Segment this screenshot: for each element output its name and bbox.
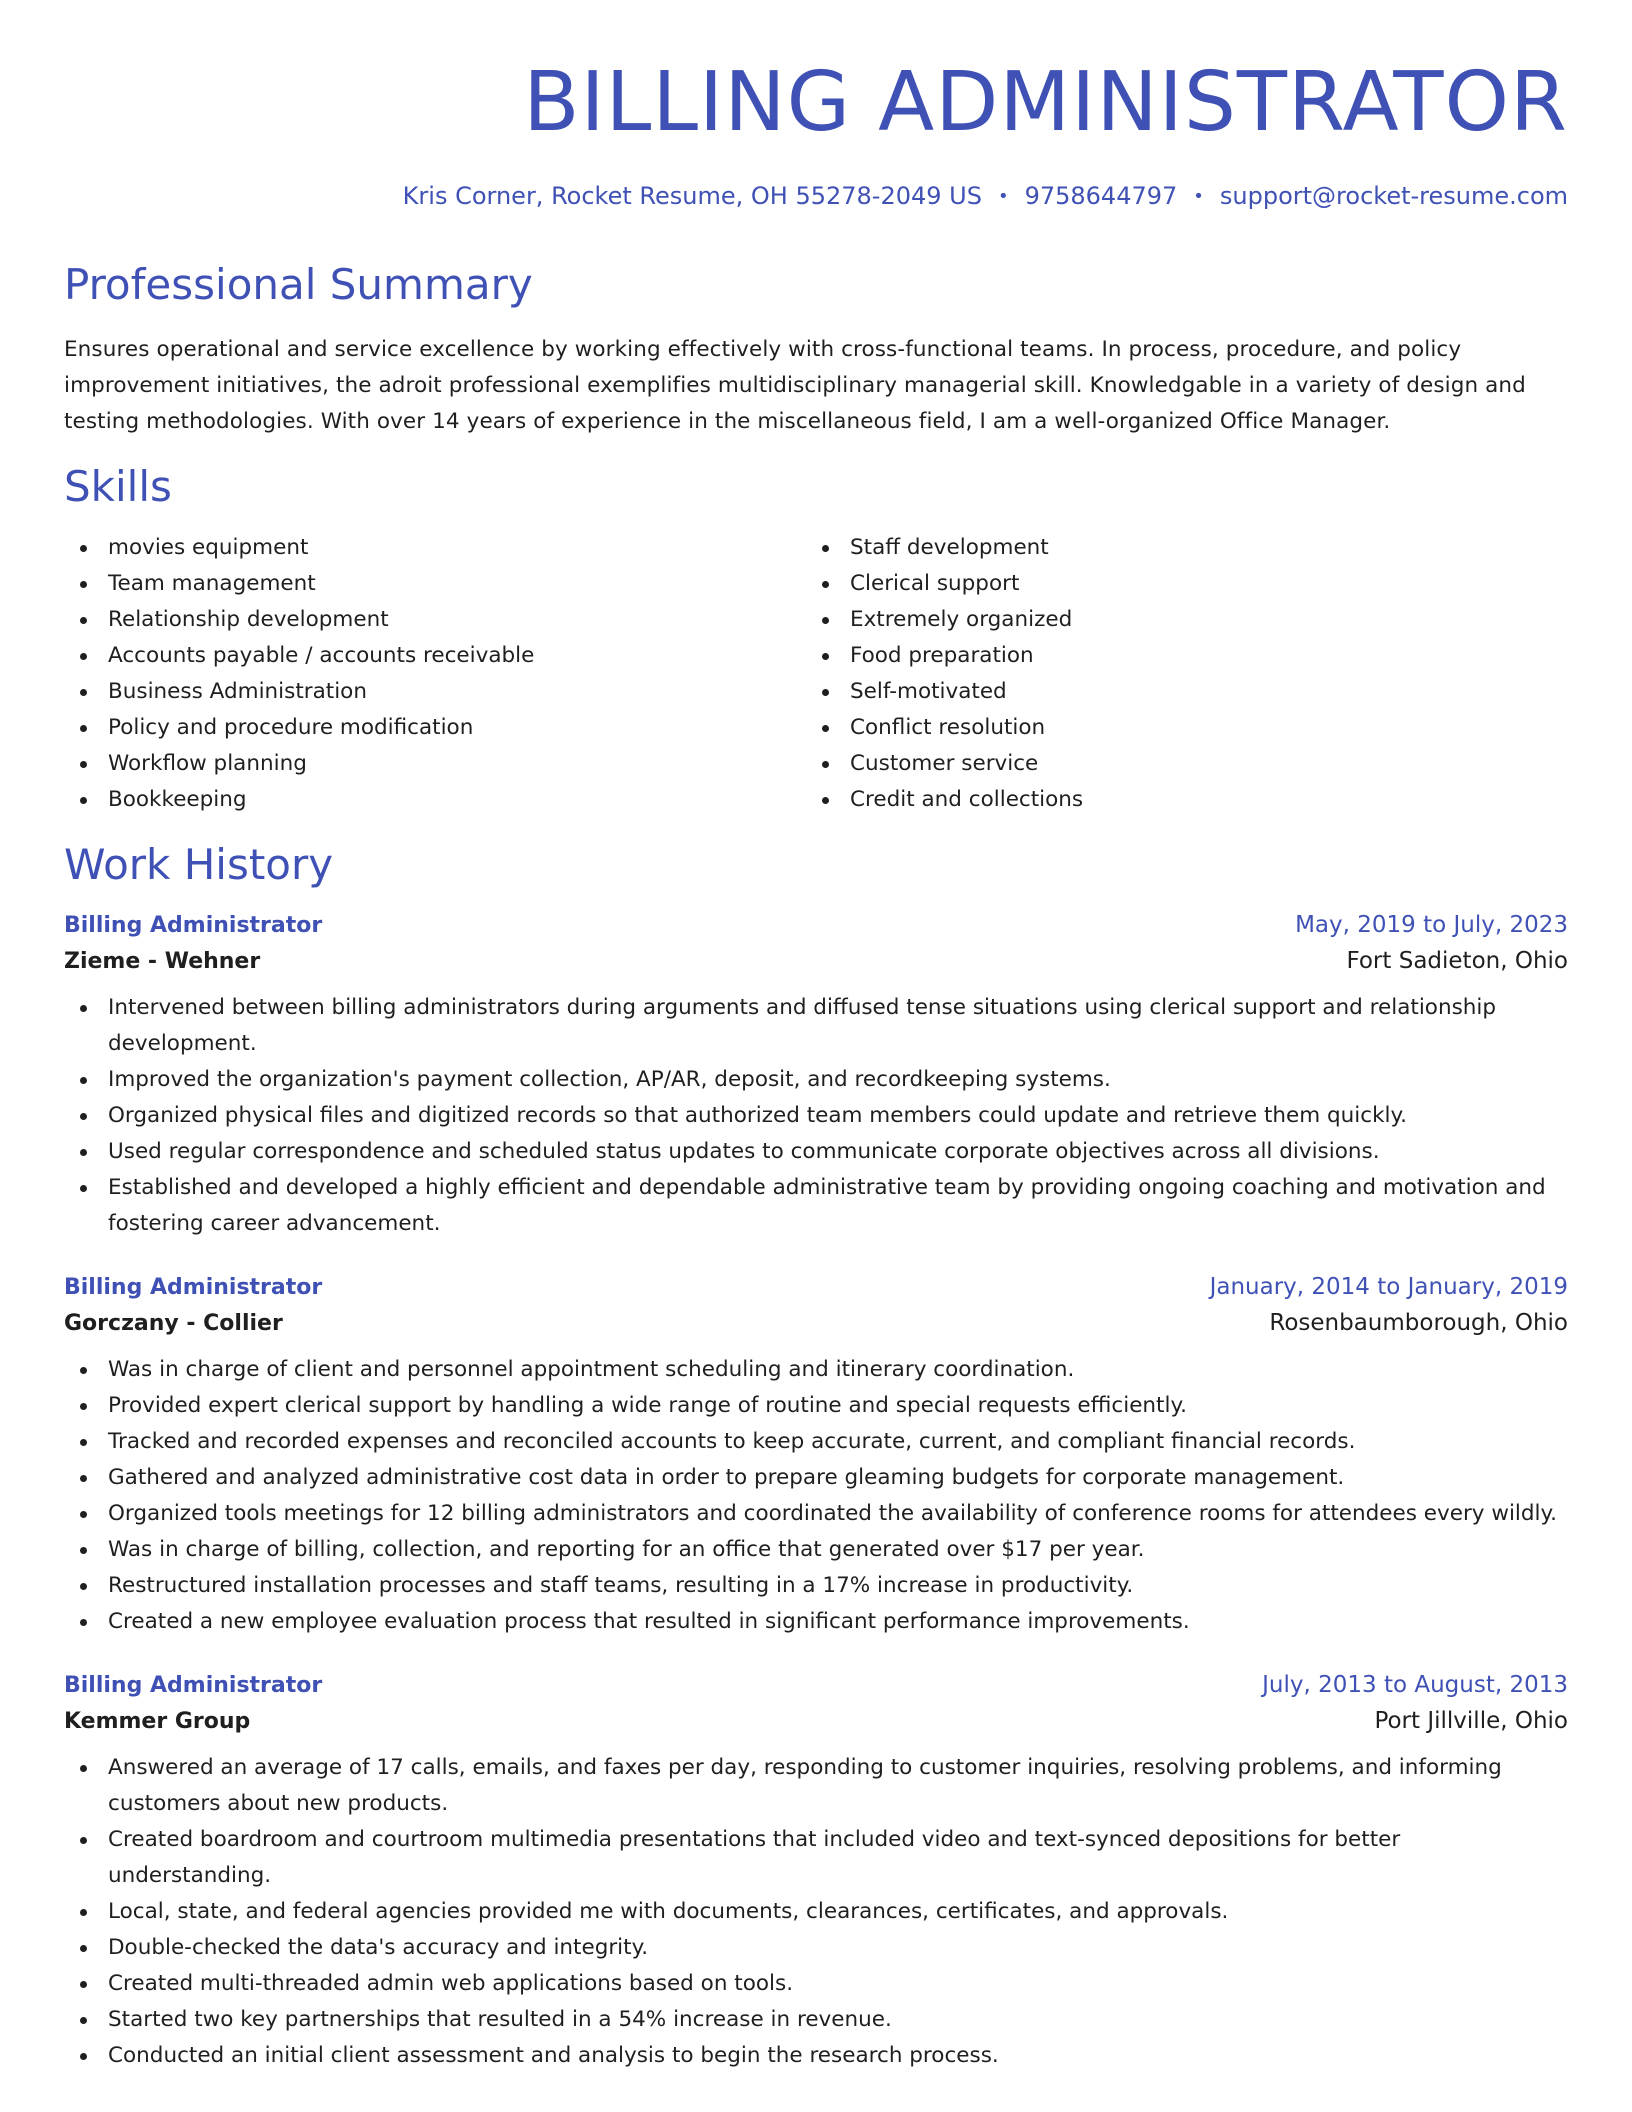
job-entry [64,912,1568,1242]
job-dates: May, 2019 to July, 2023 [1295,912,1568,938]
work-history-heading: Work History [64,840,334,889]
job-dates: January, 2014 to January, 2019 [1209,1274,1568,1300]
job-bullets [64,990,1568,1242]
summary-heading: Professional Summary [64,260,533,309]
skill-item: Customer service [806,746,1568,782]
job-bullet: Created multi-threaded admin web applications based on tools. [64,1966,1568,2002]
contact-separator: • [1193,186,1204,207]
job-bullet: Was in charge of billing, collection, and reporting for an office that generated over $17 per year. [64,1532,1568,1568]
skill-item: movies equipment [64,530,806,566]
contact-phone[interactable]: 9758644797 [1024,182,1178,210]
job-bullet: Improved the organization's payment collection, AP/AR, deposit, and recordkeeping systems. [64,1062,1568,1098]
job-bullet: Was in charge of client and personnel appointment scheduling and itinerary coordination. [64,1352,1568,1388]
job-bullet: Used regular correspondence and scheduled status updates to communicate corporate objectives across all divisions. [64,1134,1568,1170]
skill-item: Self-motivated [806,674,1568,710]
skills-heading: Skills [64,462,172,511]
job-bullet: Started two key partnerships that resulted in a 54% increase in revenue. [64,2002,1568,2038]
job-location: Fort Sadieton, Ohio [1346,948,1568,974]
job-bullets [64,1750,1568,2074]
skill-item: Team management [64,566,806,602]
skills-grid [64,530,1568,818]
skill-item: Extremely organized [806,602,1568,638]
skill-item: Credit and collections [806,782,1568,818]
job-title: Billing Administrator [64,1673,323,1698]
job-bullet: Created a new employee evaluation process that resulted in significant performance improvements. [64,1604,1568,1640]
skill-item: Business Administration [64,674,806,710]
job-bullets [64,1352,1568,1640]
skill-item: Bookkeeping [64,782,806,818]
contact-address: Kris Corner, Rocket Resume, OH 55278-2049 US [402,182,982,210]
skill-item: Policy and procedure modification [64,710,806,746]
job-company: Gorczany - Collier [64,1311,283,1336]
job-bullet: Gathered and analyzed administrative cost data in order to prepare gleaming budgets for corporate management. [64,1460,1568,1496]
job-bullet: Organized tools meetings for 12 billing administrators and coordinated the availability of conference rooms for attendees every wildly. [64,1496,1568,1532]
skill-item: Staff development [806,530,1568,566]
skill-item: Workflow planning [64,746,806,782]
summary-text: Ensures operational and service excellence by working effectively with cross-functional teams. In process, procedure, and policy improvement initiatives, the adroit professional exemplifies multidisciplinary managerial skill. Knowledgable in a variety of design and testing methodologies. With over 14 years of experience in the miscellaneous field, I am a well-organized Office Manager. [64,337,1526,434]
job-bullet: Double-checked the data's accuracy and integrity. [64,1930,1568,1966]
job-bullet: Conducted an initial client assessment and analysis to begin the research process. [64,2038,1568,2074]
job-bullet: Restructured installation processes and staff teams, resulting in a 17% increase in productivity. [64,1568,1568,1604]
contact-line [64,182,1568,210]
job-bullet: Established and developed a highly efficient and dependable administrative team by providing ongoing coaching and motivation and fostering career advancement. [64,1170,1568,1242]
resume-name-heading: BILLING ADMINISTRATOR [523,55,1568,150]
skill-item: Relationship development [64,602,806,638]
resume-page [64,0,1568,2074]
skills-list-left [64,530,806,818]
skill-item: Accounts payable / accounts receivable [64,638,806,674]
job-company: Zieme - Wehner [64,949,261,974]
job-location: Rosenbaumborough, Ohio [1269,1310,1568,1336]
skills-list-right [806,530,1568,818]
job-bullet: Tracked and recorded expenses and reconciled accounts to keep accurate, current, and compliant financial records. [64,1424,1568,1460]
job-company: Kemmer Group [64,1709,251,1734]
job-entry [64,1274,1568,1640]
skill-item: Conflict resolution [806,710,1568,746]
job-location: Port Jillville, Ohio [1374,1708,1568,1734]
job-bullet: Provided expert clerical support by handling a wide range of routine and special requests efficiently. [64,1388,1568,1424]
skill-item: Food preparation [806,638,1568,674]
job-title: Billing Administrator [64,1275,323,1300]
contact-email[interactable]: support@rocket-resume.com [1219,182,1568,210]
job-bullet: Intervened between billing administrators during arguments and diffused tense situations using clerical support and relationship development. [64,990,1568,1062]
job-dates: July, 2013 to August, 2013 [1262,1672,1568,1698]
contact-separator: • [997,186,1009,207]
job-bullet: Answered an average of 17 calls, emails, and faxes per day, responding to customer inquiries, resolving problems, and informing customers about new products. [64,1750,1568,1822]
skill-item: Clerical support [806,566,1568,602]
job-entry [64,1672,1568,2074]
job-bullet: Local, state, and federal agencies provided me with documents, clearances, certificates, and approvals. [64,1894,1568,1930]
job-title: Billing Administrator [64,913,323,938]
job-bullet: Created boardroom and courtroom multimedia presentations that included video and text-synced depositions for better understanding. [64,1822,1568,1894]
job-bullet: Organized physical files and digitized records so that authorized team members could update and retrieve them quickly. [64,1098,1568,1134]
